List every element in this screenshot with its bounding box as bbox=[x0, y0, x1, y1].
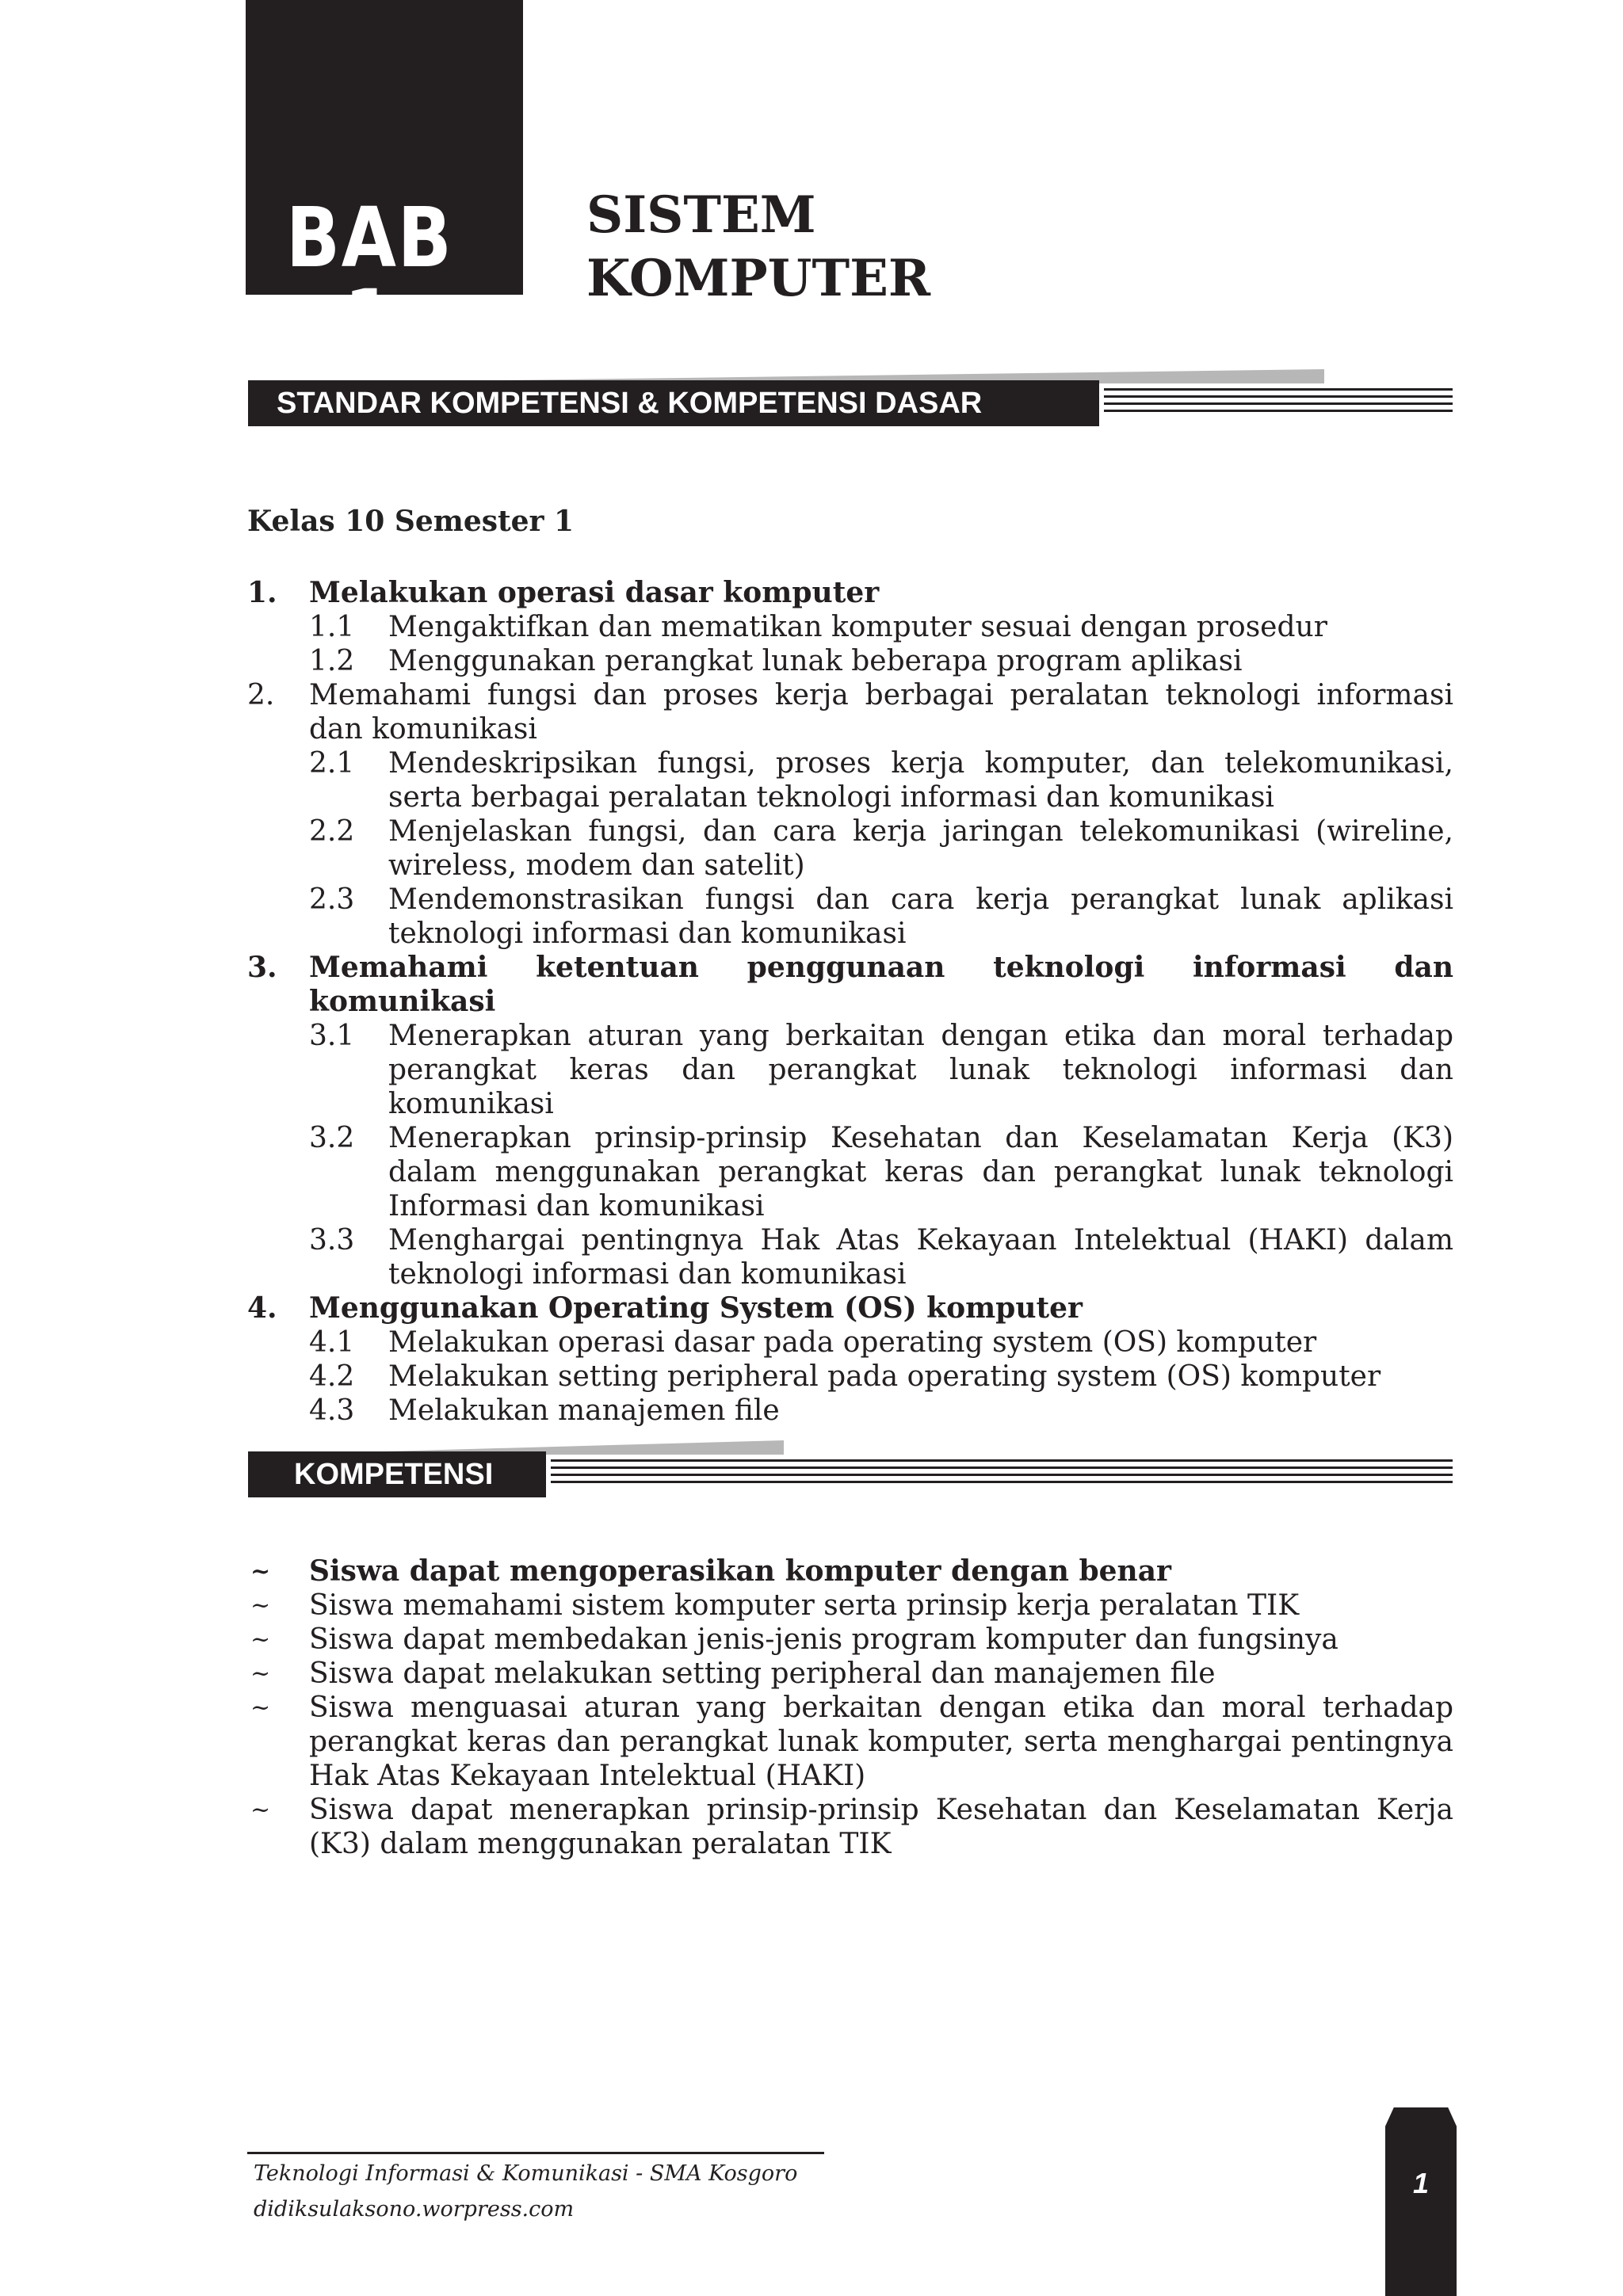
kompetensi-list bbox=[247, 1554, 1453, 1861]
list-item: 3.3 Menghargai pentingnya Hak Atas Kekayaan Intelektual (HAKI) dalam teknologi informasi dan komunikasi bbox=[309, 1224, 1453, 1291]
section-heading-sk-label: STANDAR KOMPETENSI & KOMPETENSI DASAR bbox=[248, 380, 1099, 426]
page-number-tab bbox=[1385, 2107, 1457, 2296]
footer-website: didiksulaksono.worpress.com bbox=[254, 2197, 575, 2222]
list-item: 3.1 Menerapkan aturan yang berkaitan dengan etika dan moral terhadap perangkat keras dan perangkat lunak teknologi informasi dan komunikasi bbox=[309, 1020, 1453, 1120]
chapter-title-line2: KOMPUTER bbox=[586, 249, 931, 308]
chapter-title-line1: SISTEM bbox=[586, 185, 816, 245]
list-item: 2.3 Mendemonstrasikan fungsi dan cara kerja perangkat lunak aplikasi teknologi informasi dan komunikasi bbox=[309, 883, 1453, 950]
list-item: 3.2 Menerapkan prinsip-prinsip Kesehatan dan Keselamatan Kerja (K3) dalam menggunakan perangkat keras dan perangkat lunak teknologi Informasi dan komunikasi bbox=[309, 1122, 1453, 1222]
section-heading-komp bbox=[248, 1451, 1453, 1507]
list-item: 4. Menggunakan Operating System (OS) komputer bbox=[247, 1291, 1083, 1325]
list-item: ~ Siswa dapat menerapkan prinsip-prinsip Kesehatan dan Keselamatan Kerja (K3) dalam menggunakan peralatan TIK bbox=[250, 1794, 1453, 1860]
list-item: 1.2 Menggunakan perangkat lunak beberapa program aplikasi bbox=[309, 645, 1243, 677]
list-item: 2.1 Mendeskripsikan fungsi, proses kerja komputer, dan telekomunikasi, serta berbagai peralatan teknologi informasi dan komunikasi bbox=[309, 747, 1453, 814]
list-item: 4.1 Melakukan operasi dasar pada operating system (OS) komputer bbox=[309, 1326, 1317, 1359]
list-item: ~ Siswa dapat melakukan setting peripheral dan manajemen file bbox=[250, 1657, 1216, 1690]
page-number: 1 bbox=[1412, 2167, 1430, 2199]
footer-book-title: Teknologi Informasi & Komunikasi - SMA Kosgoro bbox=[254, 2161, 798, 2186]
footer-rule bbox=[247, 2152, 824, 2154]
list-item: 2.2 Menjelaskan fungsi, dan cara kerja jaringan telekomunikasi (wireline, wireless, modem dan satelit) bbox=[309, 815, 1453, 882]
section-heading-sk bbox=[248, 380, 1453, 436]
list-item: 4.2 Melakukan setting peripheral pada operating system (OS) komputer bbox=[309, 1360, 1381, 1393]
list-item: ~ Siswa menguasai aturan yang berkaitan dengan etika dan moral terhadap perangkat keras dan perangkat lunak komputer, serta menghargai pentingnya Hak Atas Kekayaan Intelektual (HAKI) bbox=[250, 1691, 1453, 1792]
list-item: 4.3 Melakukan manajemen file bbox=[309, 1394, 780, 1427]
chapter-label: BAB 1 bbox=[285, 189, 453, 368]
list-item: ~ Siswa dapat membedakan jenis-jenis program komputer dan fungsinya bbox=[250, 1623, 1338, 1656]
section-heading-komp-rules bbox=[551, 1459, 1453, 1488]
list-item: ~ Siswa dapat mengoperasikan komputer dengan benar bbox=[250, 1554, 1172, 1588]
list-item: 1.1 Mengaktifkan dan mematikan komputer sesuai dengan prosedur bbox=[309, 611, 1327, 643]
kelas-semester: Kelas 10 Semester 1 bbox=[247, 505, 575, 538]
list-item: ~ Siswa memahami sistem komputer serta prinsip kerja peralatan TIK bbox=[250, 1589, 1300, 1622]
list-item: 3. Memahami ketentuan penggunaan teknologi informasi dan komunikasi bbox=[247, 951, 1453, 1018]
kompetensi-dasar-list bbox=[247, 576, 1453, 1428]
section-heading-komp-label: KOMPETENSI bbox=[248, 1451, 546, 1497]
chapter-title bbox=[586, 184, 930, 311]
list-item: 1. Melakukan operasi dasar komputer bbox=[247, 576, 880, 609]
section-heading-sk-rules bbox=[1104, 388, 1453, 417]
list-item: 2. Memahami fungsi dan proses kerja berbagai peralatan teknologi informasi dan komunikasi bbox=[247, 679, 1453, 746]
